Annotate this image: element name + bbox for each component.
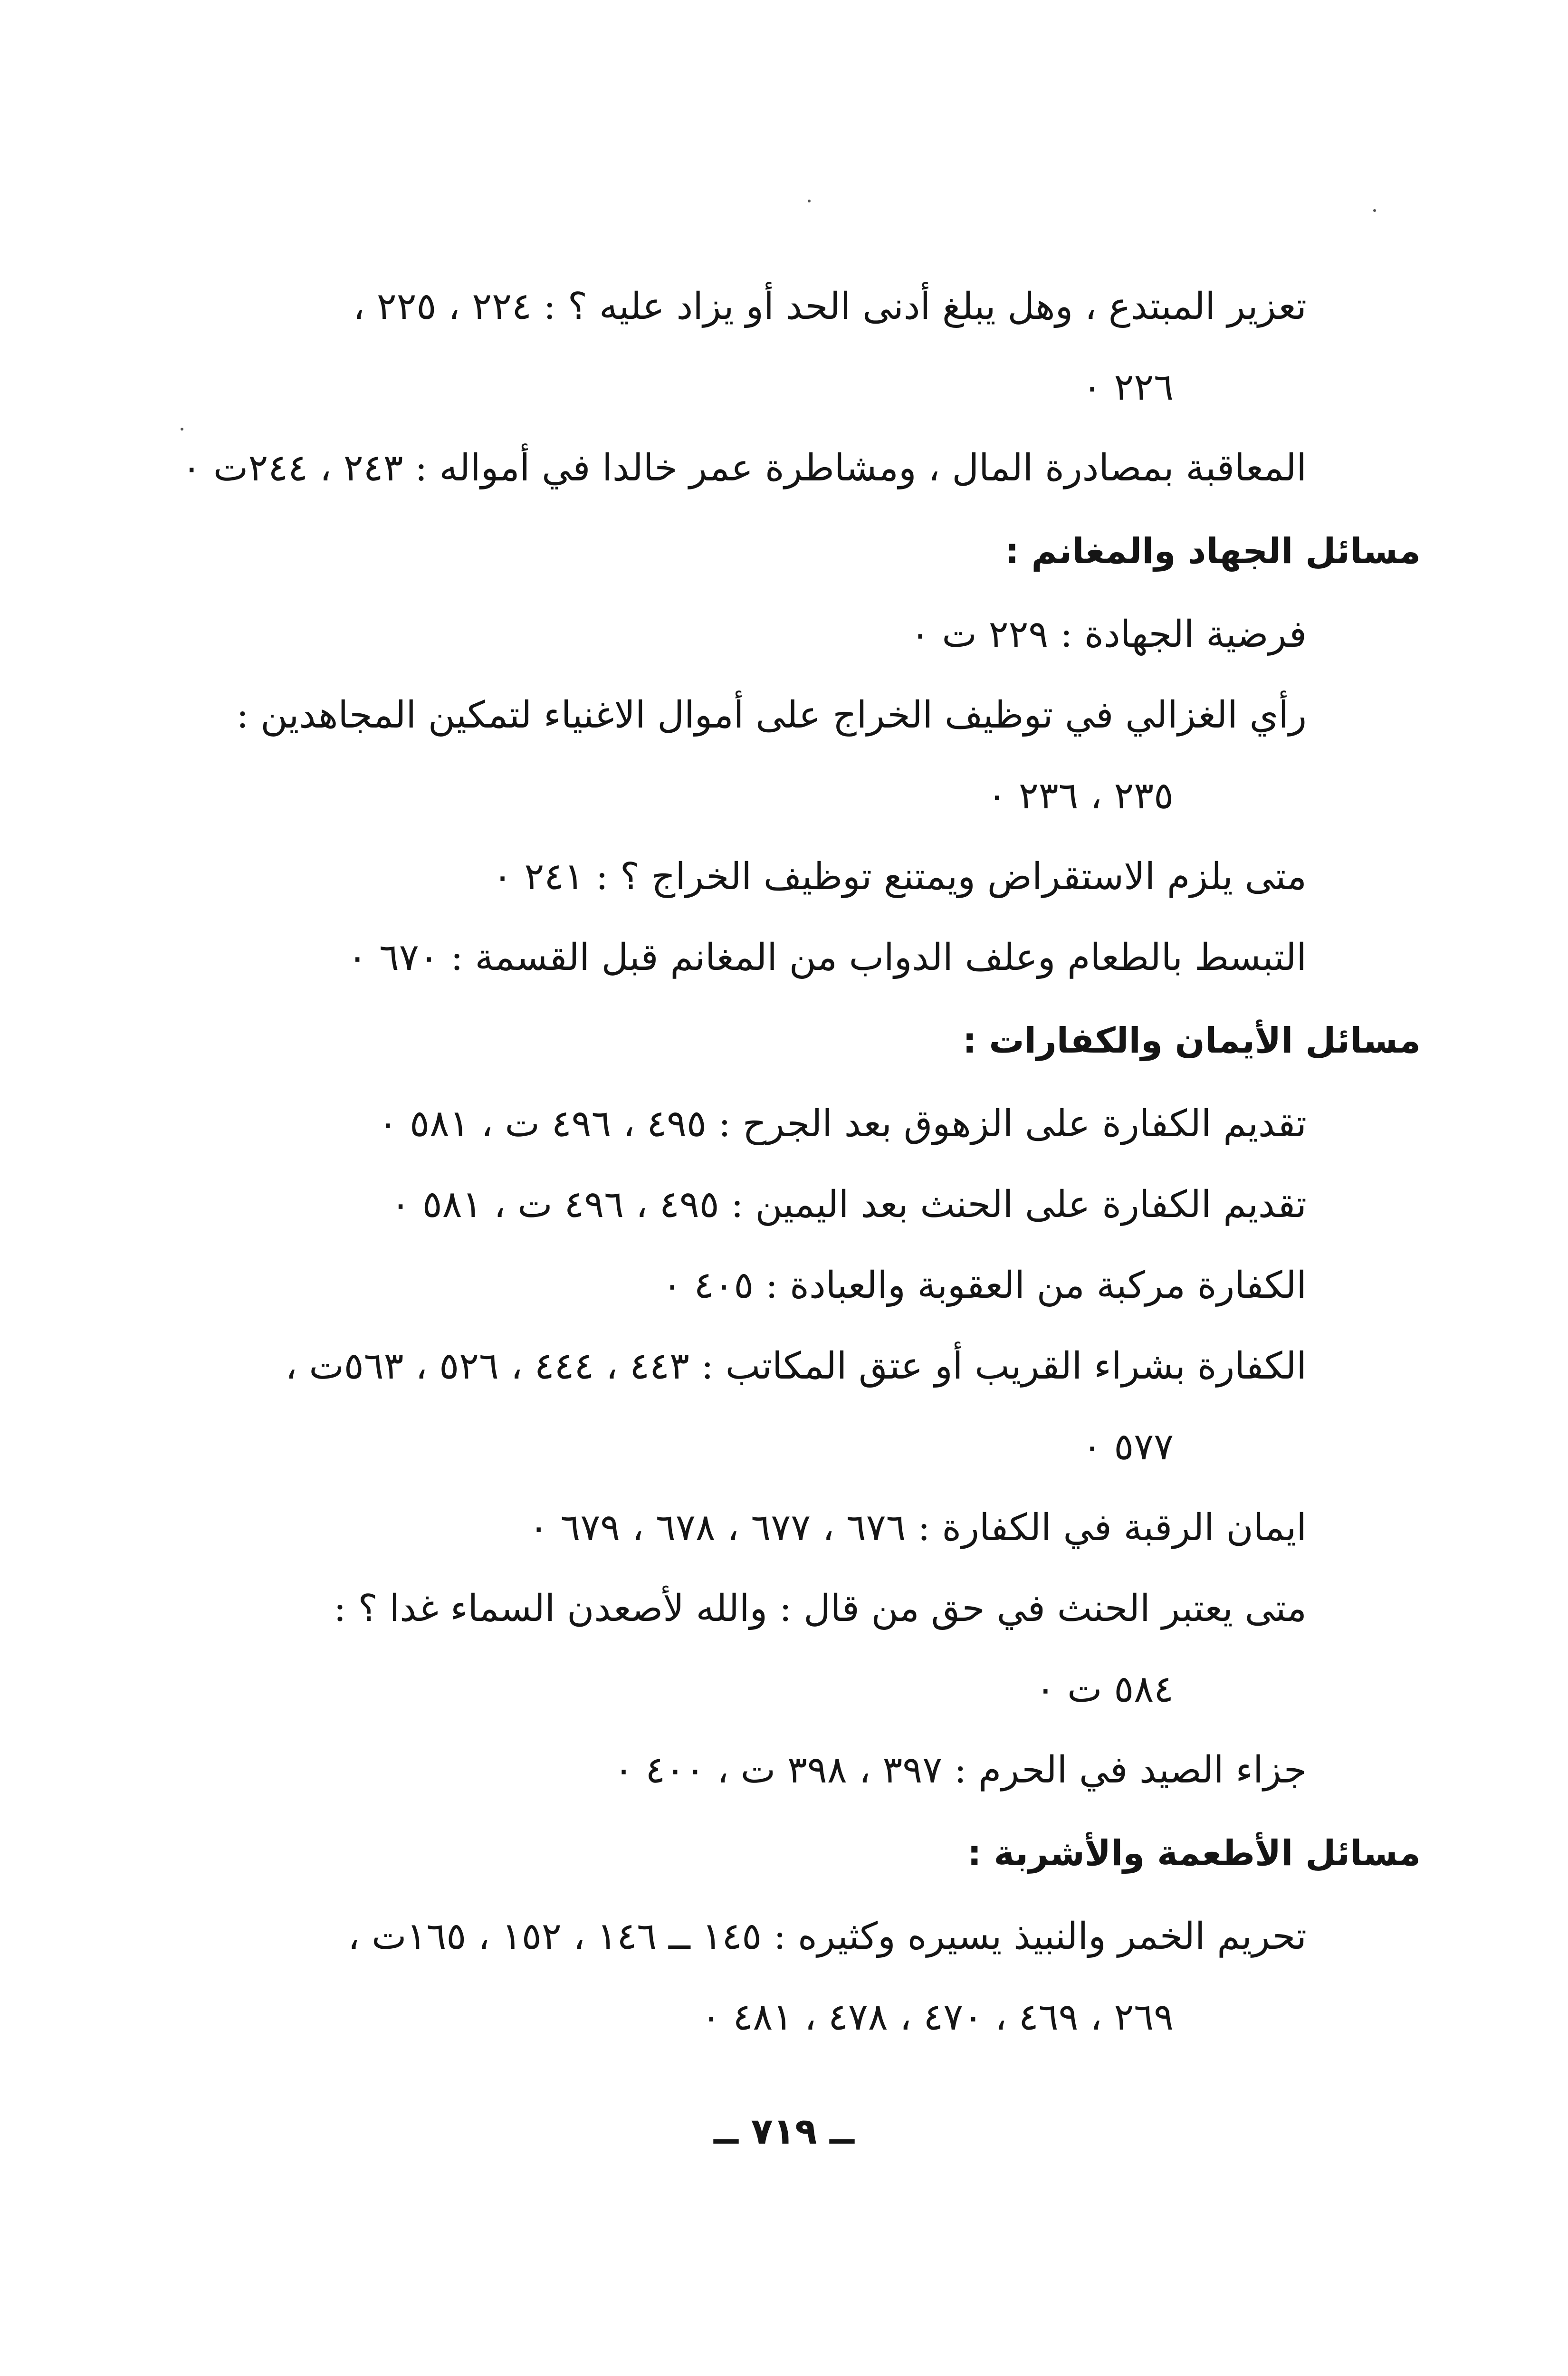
scan-speck xyxy=(1373,209,1376,212)
entry-text: تحريم الخمر والنبيذ يسيره وكثيره : ١٤٥ ــ ١٤٦ ، ١٥٢ ، ١٦٥ت ، xyxy=(348,1915,1307,1958)
entry-text: جزاء الصيد في الحرم : ٣٩٧ ، ٣٩٨ ت ، ٤٠٠ ٠ xyxy=(613,1749,1307,1792)
index-entry xyxy=(181,266,1307,428)
entry-text: الكفارة بشراء القريب أو عتق المكاتب : ٤٤٣ ، ٤٤٤ ، ٥٢٦ ، ٥٦٣ت ، xyxy=(285,1345,1307,1388)
index-content xyxy=(181,266,1421,2058)
entry-text: تعزير المبتدع ، وهل يبلغ أدنى الحد أو يزاد عليه ؟ : ٢٢٤ ، ٢٢٥ ، xyxy=(353,285,1307,328)
index-entry xyxy=(181,1487,1307,1568)
index-entry xyxy=(181,1083,1307,1164)
entry-text: متى يلزم الاستقراض ويمتنع توظيف الخراج ؟ : ٢٤١ ٠ xyxy=(492,855,1307,898)
entry-text: ايمان الرقبة في الكفارة : ٦٧٦ ، ٦٧٧ ، ٦٧٨ ، ٦٧٩ ٠ xyxy=(528,1506,1307,1549)
entry-continuation: ٢٦٩ ، ٤٦٩ ، ٤٧٠ ، ٤٧٨ ، ٤٨١ ٠ xyxy=(701,1996,1174,2039)
index-entry xyxy=(181,1568,1307,1730)
index-entry xyxy=(181,1245,1307,1326)
index-entry xyxy=(181,836,1307,917)
scan-speck xyxy=(181,428,183,431)
index-entry xyxy=(181,1896,1307,2058)
index-entry xyxy=(181,1730,1307,1811)
entry-continuation: ٥٧٧ ٠ xyxy=(1082,1426,1174,1468)
entry-text: المعاقبة بمصادرة المال ، ومشاطرة عمر خالدا في أمواله : ٢٤٣ ، ٢٤٤ت ٠ xyxy=(182,447,1307,489)
entry-text: متى يعتبر الحنث في حق من قال : والله لأصعدن السماء غدا ؟ : xyxy=(334,1587,1307,1630)
entry-text: فرضية الجهادة : ٢٢٩ ت ٠ xyxy=(910,613,1307,656)
entry-continuation: ٥٨٤ ت ٠ xyxy=(1035,1668,1174,1711)
page-number: ــ ٧١٩ ــ xyxy=(713,2110,854,2152)
index-entry xyxy=(181,675,1307,836)
scan-speck xyxy=(808,200,811,202)
entry-text: الكفارة مركبة من العقوبة والعبادة : ٤٠٥ ٠ xyxy=(662,1264,1307,1307)
index-entry xyxy=(181,1326,1307,1487)
entry-text: التبسط بالطعام وعلف الدواب من المغانم قبل القسمة : ٦٧٠ ٠ xyxy=(347,936,1307,979)
index-entry xyxy=(181,594,1307,675)
entry-text: رأي الغزالي في توظيف الخراج على أموال الاغنياء لتمكين المجاهدين : xyxy=(236,694,1307,737)
index-entry xyxy=(181,917,1307,998)
section-heading: مسائل الأطعمة والأشربة : xyxy=(967,1833,1421,1874)
index-entry xyxy=(181,1164,1307,1245)
entry-continuation: ٢٢٦ ٠ xyxy=(1082,366,1174,409)
section-heading: مسائل الأيمان والكفارات : xyxy=(963,1020,1421,1061)
index-entry xyxy=(181,428,1307,508)
section-heading: مسائل الجهاد والمغانم : xyxy=(1005,531,1421,572)
entry-text: تقديم الكفارة على الزهوق بعد الجرح : ٤٩٥ ، ٤٩٦ ت ، ٥٨١ ٠ xyxy=(378,1102,1307,1145)
entry-text: تقديم الكفارة على الحنث بعد اليمين : ٤٩٥ ، ٤٩٦ ت ، ٥٨١ ٠ xyxy=(391,1183,1307,1226)
entry-continuation: ٢٣٥ ، ٢٣٦ ٠ xyxy=(987,775,1174,817)
